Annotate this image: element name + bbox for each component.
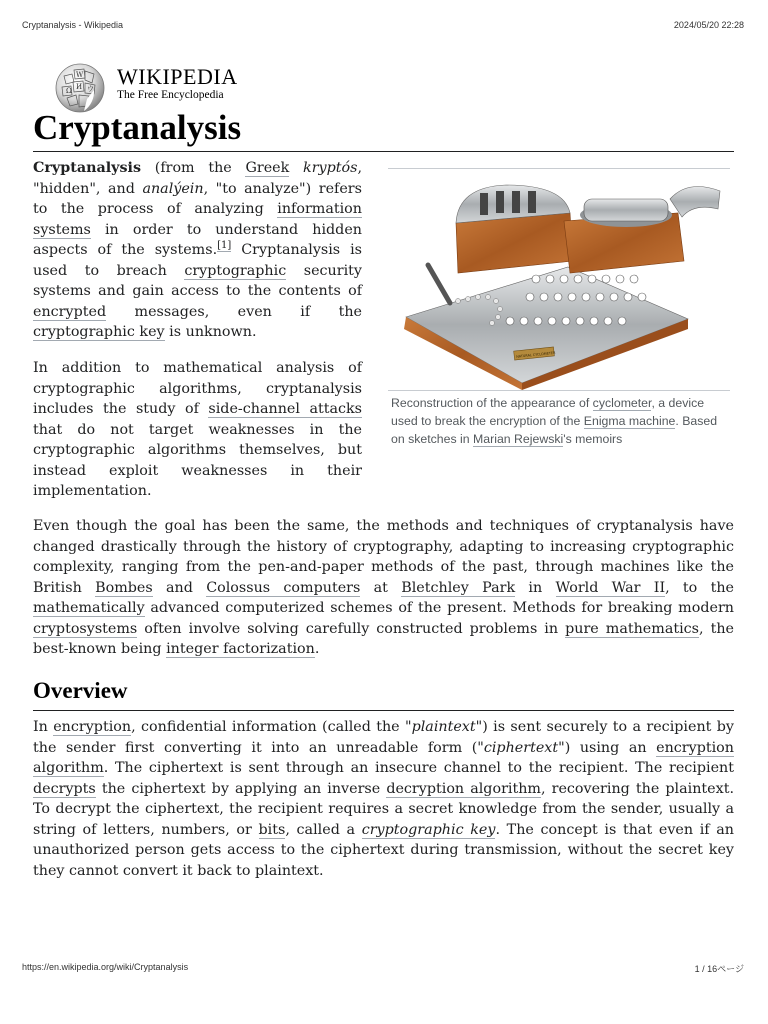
svg-text:ウ: ウ: [87, 85, 94, 93]
text: , the best-known being: [33, 620, 734, 657]
link-cryptographic-key[interactable]: cryptographic key: [33, 324, 165, 340]
link-decryption-algorithm[interactable]: decryption algorithm: [386, 780, 541, 797]
link-bletchley-park[interactable]: Bletchley Park: [401, 579, 516, 596]
link-integer-factorization[interactable]: integer factorization: [166, 641, 315, 657]
print-header-datetime: 2024/05/20 22:28: [673, 20, 744, 30]
text: and: [152, 579, 207, 596]
svg-text:Ω: Ω: [66, 87, 72, 95]
text: . The ciphertext is sent through an insecure channel to the recipient. The recipient: [103, 760, 734, 776]
text: . The concept is that even if an unauthorized person gets access to the ciphertext during transmission, without the secret key they cannot convert it back to plaintext.: [33, 821, 734, 879]
svg-text:W: W: [76, 71, 84, 79]
link-enigma-machine[interactable]: Enigma machine: [583, 414, 676, 428]
text: at: [360, 579, 402, 596]
text: ) is sent securely to a recipient by the sender first converting it into an unreadable form (: [33, 719, 734, 756]
text: 's memoirs: [563, 432, 623, 446]
text: , called a: [285, 821, 362, 838]
link-marian-rejewski[interactable]: Marian Rejewski: [473, 432, 564, 446]
link-information-systems[interactable]: information systems: [33, 201, 362, 238]
brass-plate-text: NATURAL CYCLOMETER: [516, 350, 556, 359]
wikipedia-globe-logo[interactable]: [54, 62, 106, 114]
greek-term: kryptós: [303, 160, 358, 176]
text: , recovering the plaintext. To decrypt the ciphertext, the recipient requires a secret knowledge from the sender, usually a string of letters, numbers, or: [33, 780, 734, 838]
text: is unknown.: [164, 324, 257, 340]
link-encrypted[interactable]: encrypted: [33, 303, 107, 320]
link-bombes[interactable]: Bombes: [95, 579, 153, 596]
text: In: [33, 719, 54, 735]
text: Cryptanalysis is used to breach: [33, 242, 363, 279]
text: advanced computerized schemes of the present. Methods for breaking modern: [144, 600, 734, 616]
text: In addition to mathematical analysis of cryptographic algorithms, cryptanalysis includes the study of: [33, 360, 362, 417]
intro-paragraph-1: [33, 158, 362, 343]
caption-divider: [388, 390, 730, 391]
link-decrypts[interactable]: decrypts: [33, 780, 96, 797]
text: ) using an: [564, 739, 657, 756]
link-cyclometer[interactable]: cyclometer: [592, 396, 652, 410]
text: , "to analyze") refers to the process of analyzing: [33, 180, 362, 217]
text: Reconstruction of the appearance of: [391, 396, 593, 410]
text: messages, even if the: [106, 303, 362, 320]
print-footer-page: 1 / 16ページ: [694, 964, 744, 974]
link-greek[interactable]: Greek: [245, 160, 290, 176]
text: [289, 160, 303, 176]
text: that do not target weaknesses in the cryptographic algorithms themselves, but instead exploit weaknesses in their implementation.: [33, 421, 362, 499]
link-pure-mathematics[interactable]: pure mathematics: [565, 620, 700, 637]
text: Even though the goal has been the same, the methods and techniques of cryptanalysis have changed drastically through the history of cryptography, adapting to increasing cryptographic complexity, ranging from the pen-and-paper methods of the past, through machines like the British: [33, 518, 734, 596]
link-bits[interactable]: bits: [258, 821, 286, 838]
text: . Based on sketches in: [391, 414, 718, 446]
text: , to the: [665, 579, 734, 596]
svg-text:И: И: [76, 83, 83, 91]
text: in order to understand hidden aspects of the systems.: [33, 221, 362, 258]
cyclometer-image[interactable]: [388, 169, 730, 390]
overview-paragraph: [33, 717, 734, 881]
page-title: Cryptanalysis: [33, 108, 242, 147]
bold-term: Cryptanalysis: [33, 160, 142, 176]
link-colossus-computers[interactable]: Colossus computers: [206, 579, 361, 596]
link-cryptosystems[interactable]: cryptosystems: [33, 620, 138, 637]
text: in: [515, 579, 556, 596]
intro-paragraph-3: [33, 516, 734, 660]
link-encryption[interactable]: encryption: [53, 719, 132, 735]
cyclometer-illustration: [388, 169, 730, 390]
section-underline: [33, 710, 734, 711]
link-encryption-algorithm[interactable]: encryption algorithm: [33, 739, 734, 776]
term-plaintext: "plaintext": [405, 719, 483, 735]
text: the ciphertext by applying an inverse: [95, 780, 387, 797]
figure-caption: [388, 394, 730, 448]
section-heading-overview: Overview: [33, 678, 128, 703]
reference-link-1[interactable]: [1]: [217, 240, 232, 252]
greek-term: analýein: [142, 180, 204, 197]
text: , confidential information (called the: [131, 719, 405, 735]
text: , a device used to break the encryption of the: [391, 396, 705, 428]
link-side-channel-attacks[interactable]: side-channel attacks: [208, 401, 362, 417]
wikipedia-wordmark[interactable]: WIKIPEDIA: [117, 64, 238, 89]
wikipedia-tagline: The Free Encyclopedia: [117, 89, 224, 101]
text: often involve solving carefully constructed problems in: [137, 620, 566, 637]
link-cryptographic[interactable]: cryptographic: [184, 262, 287, 279]
text: (from the: [141, 160, 246, 176]
link-world-war-ii[interactable]: World War II: [555, 579, 666, 596]
text: security systems and gain access to the contents of: [33, 262, 362, 299]
text: .: [314, 641, 320, 657]
text: , "hidden", and: [33, 160, 363, 197]
term-ciphertext: "ciphertext": [477, 739, 565, 756]
intro-paragraph-2: [33, 358, 362, 502]
title-underline: [33, 151, 734, 152]
link-cryptographic-key-italic[interactable]: cryptographic key: [361, 821, 496, 838]
print-header-title: Cryptanalysis - Wikipedia: [22, 20, 124, 30]
print-footer-url: https://en.wikipedia.org/wiki/Cryptanalysis: [22, 962, 189, 972]
infobox-figure: [388, 168, 730, 448]
link-mathematically[interactable]: mathematically: [33, 600, 145, 616]
